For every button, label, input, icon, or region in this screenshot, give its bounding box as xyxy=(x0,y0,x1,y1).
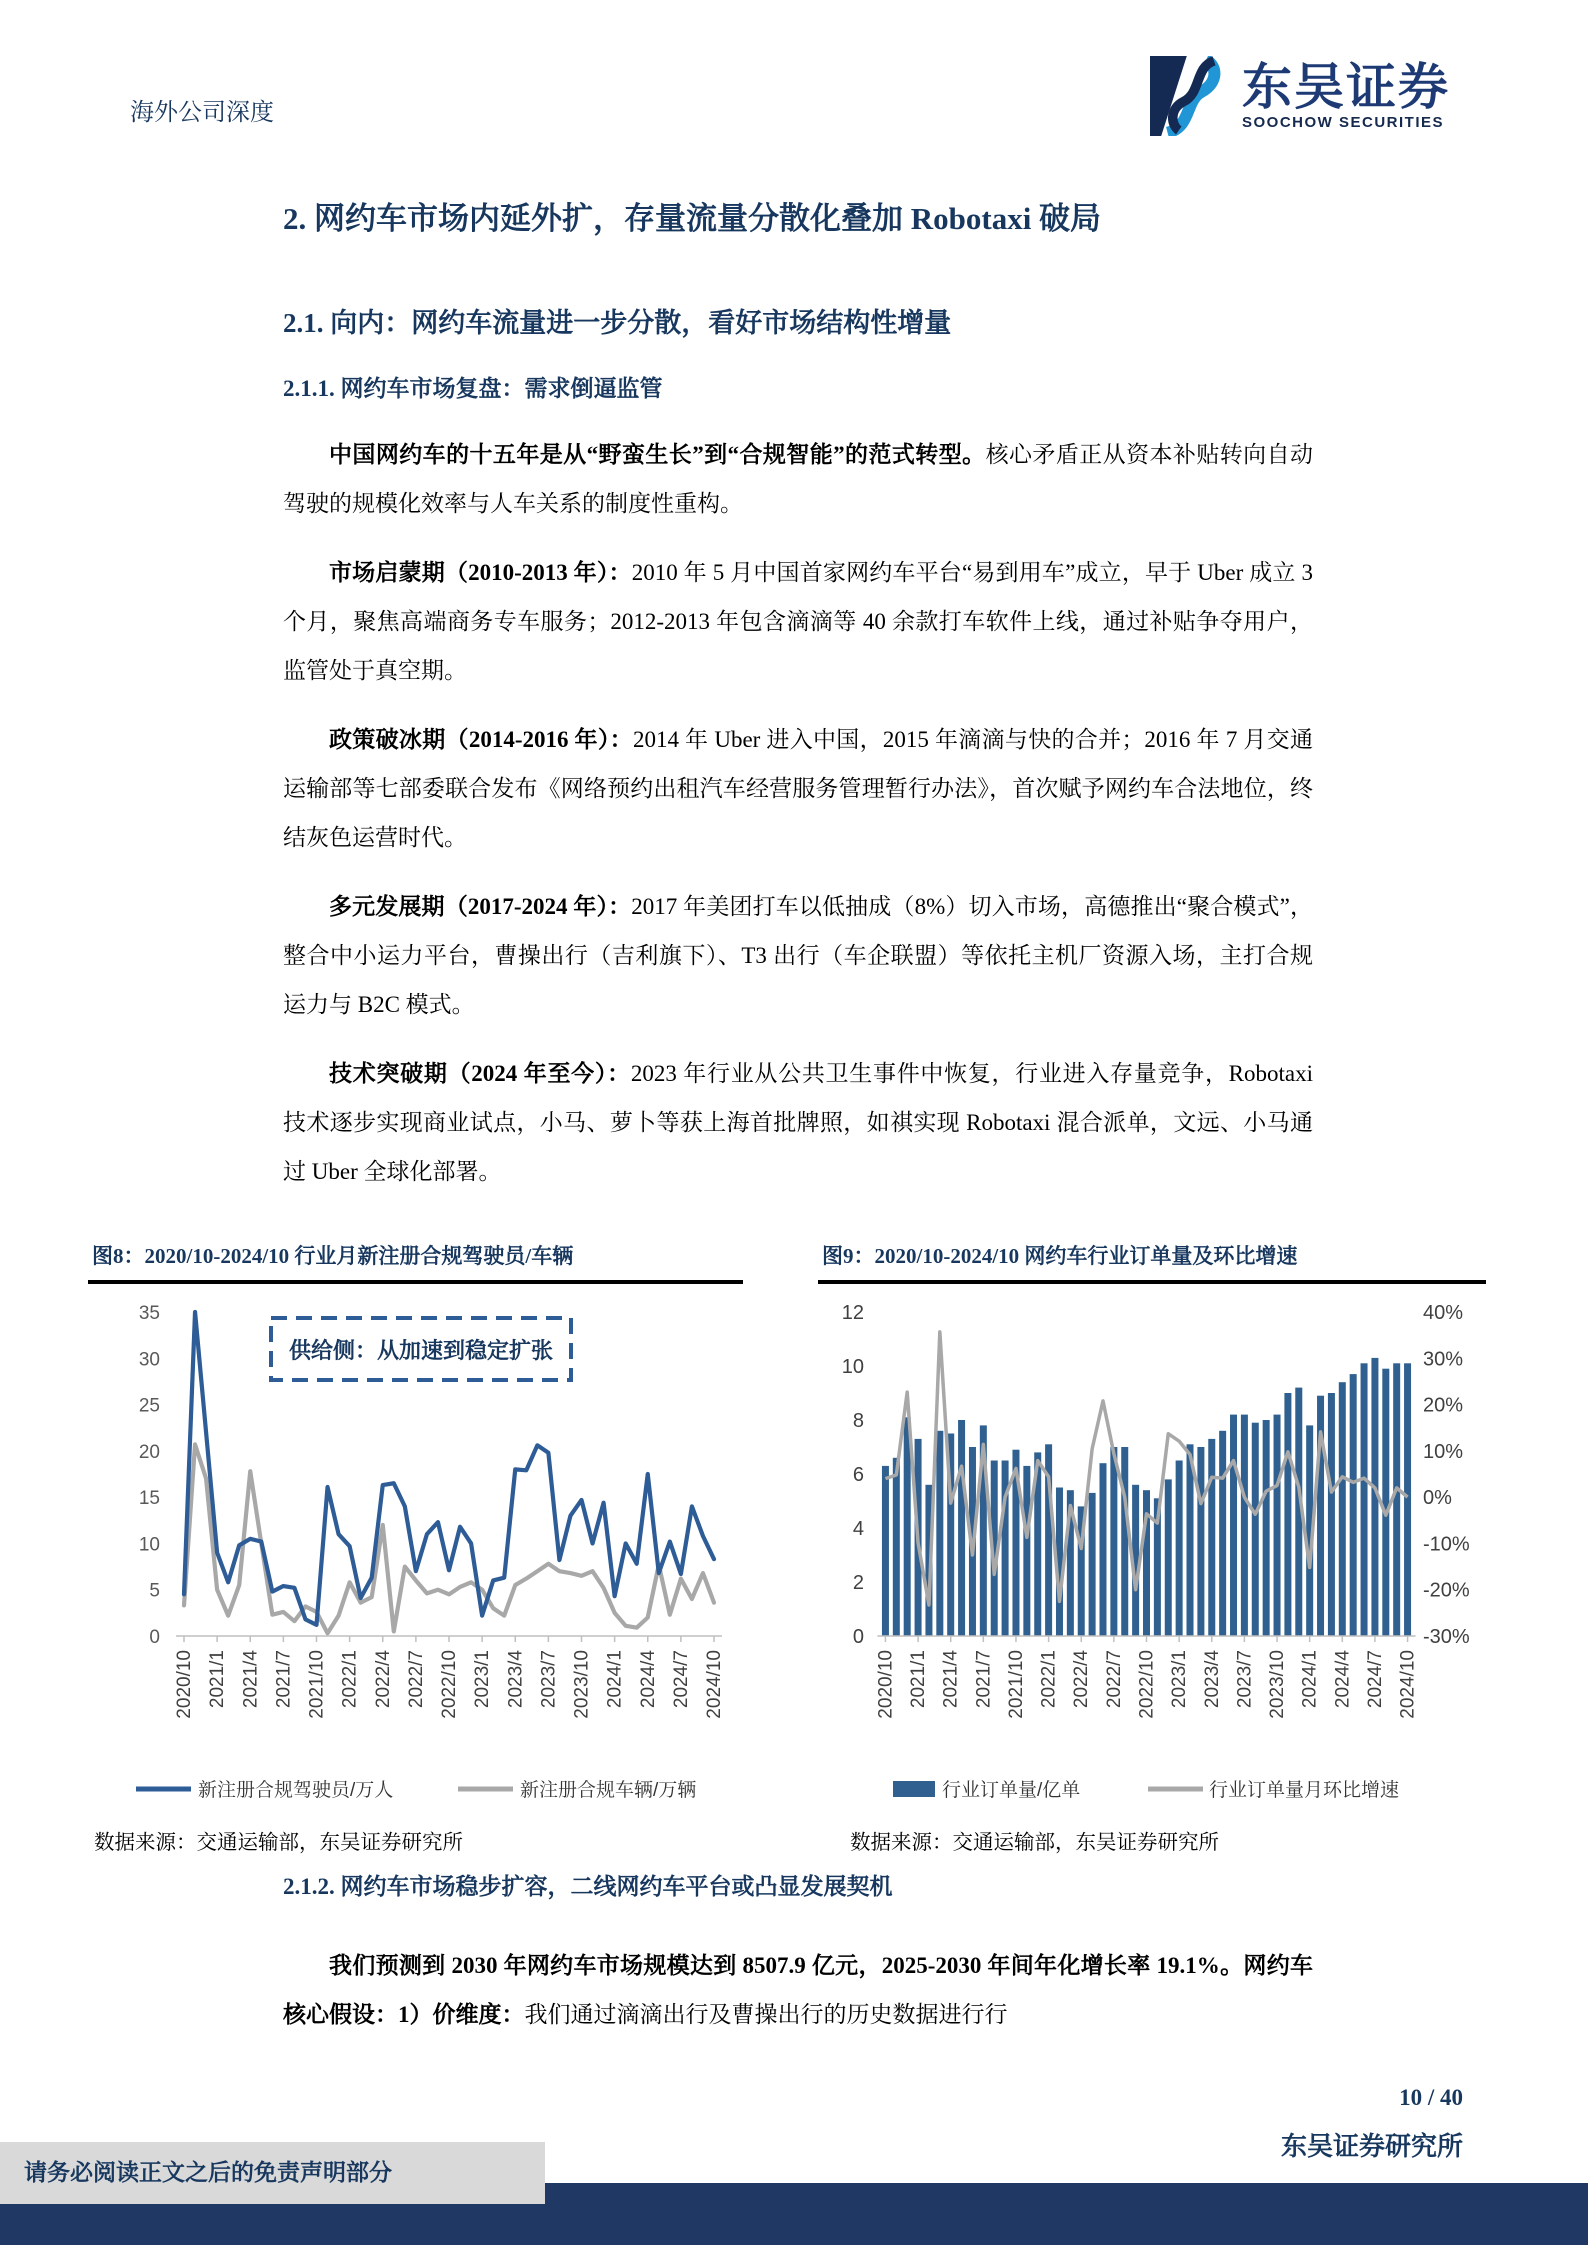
svg-text:2021/10: 2021/10 xyxy=(306,1650,328,1719)
svg-text:2022/1: 2022/1 xyxy=(1038,1650,1060,1709)
svg-text:2024/7: 2024/7 xyxy=(670,1650,692,1709)
paragraph-lead: 市场启蒙期（2010-2013 年）： xyxy=(329,560,632,585)
paragraph xyxy=(283,548,1313,695)
svg-text:行业订单量月环比增速: 行业订单量月环比增速 xyxy=(1209,1780,1400,1801)
svg-text:2021/10: 2021/10 xyxy=(1005,1650,1027,1719)
svg-text:2023/1: 2023/1 xyxy=(472,1650,494,1709)
subsubsection-title-2: 2.1.2. 网约车市场稳步扩容，二线网约车平台或凸显发展契机 xyxy=(283,1874,893,1899)
svg-text:12: 12 xyxy=(841,1302,864,1324)
svg-text:2022/1: 2022/1 xyxy=(339,1650,361,1709)
svg-text:2023/7: 2023/7 xyxy=(538,1650,560,1709)
svg-text:2022/7: 2022/7 xyxy=(405,1650,427,1709)
svg-text:新注册合规车辆/万辆: 新注册合规车辆/万辆 xyxy=(520,1780,697,1801)
subsection-title: 2.1. 向内：网约车流量进一步分散，看好市场结构性增量 xyxy=(283,308,952,338)
svg-text:10: 10 xyxy=(138,1534,160,1556)
brand-name-en: SOOCHOW SECURITIES xyxy=(1242,113,1445,131)
svg-text:2023/1: 2023/1 xyxy=(1169,1650,1191,1709)
svg-text:2023/10: 2023/10 xyxy=(571,1650,593,1719)
svg-text:-30%: -30% xyxy=(1423,1626,1470,1648)
svg-text:新注册合规驾驶员/万人: 新注册合规驾驶员/万人 xyxy=(198,1780,394,1801)
figure-9-source: 数据来源：交通运输部，东吴证券研究所 xyxy=(850,1832,1219,1854)
svg-text:-20%: -20% xyxy=(1423,1579,1470,1602)
svg-text:2024/4: 2024/4 xyxy=(1332,1650,1354,1709)
figure-8-source: 数据来源：交通运输部，东吴证券研究所 xyxy=(94,1832,463,1854)
figure-9-caption: 图9：2020/10-2024/10 网约车行业订单量及环比增速 xyxy=(822,1244,1298,1268)
paragraph xyxy=(283,715,1313,862)
report-category-label: 海外公司深度 xyxy=(130,100,274,126)
svg-text:2024/7: 2024/7 xyxy=(1364,1650,1386,1709)
svg-text:15: 15 xyxy=(138,1488,160,1510)
paragraph-rest: 2010 年 5 月中国首家网约车平台“易到用车”成立，早于 Uber 成立 3 个月，聚焦高端商务专车服务；2012-2013 年包含滴滴等 40 余款打车软件上线，通过补贴争夺用户，监管处于真空期。 xyxy=(283,560,1313,683)
svg-text:2022/7: 2022/7 xyxy=(1103,1650,1125,1709)
svg-text:2020/10: 2020/10 xyxy=(174,1650,195,1719)
svg-text:2022/10: 2022/10 xyxy=(439,1650,460,1719)
svg-text:2023/10: 2023/10 xyxy=(1267,1650,1289,1719)
svg-text:20: 20 xyxy=(138,1441,160,1463)
paragraph-lead: 技术突破期（2024 年至今）： xyxy=(329,1061,631,1086)
paragraph-lead: 我们预测到 2030 年网约车市场规模达到 8507.9 亿元，2025-2030 年间年化增长率 19.1%。网约车核心假设：1）价维度： xyxy=(283,1953,1313,2027)
svg-text:2024/10: 2024/10 xyxy=(1397,1650,1419,1719)
svg-text:2023/7: 2023/7 xyxy=(1234,1650,1256,1709)
institute-name: 东吴证券研究所 xyxy=(1280,2132,1463,2161)
svg-text:20%: 20% xyxy=(1423,1394,1464,1417)
svg-text:0%: 0% xyxy=(1423,1487,1452,1510)
figure-9-bar-chart xyxy=(818,1284,1486,1814)
paragraph-rest: 2017 年美团打车以低抽成（8%）切入市场，高德推出“聚合模式”，整合中小运力平台，曹操出行（吉利旗下）、T3 出行（车企联盟）等依托主机厂资源入场，主打合规运力与 B2C 模式。 xyxy=(283,894,1313,1017)
paragraph-rest: 我们通过滴滴出行及曹操出行的历史数据进行行 xyxy=(524,2002,1008,2027)
svg-text:30: 30 xyxy=(138,1349,160,1371)
svg-text:2022/4: 2022/4 xyxy=(372,1650,394,1709)
svg-text:行业订单量/亿单: 行业订单量/亿单 xyxy=(942,1780,1081,1801)
svg-text:-10%: -10% xyxy=(1423,1533,1470,1556)
paragraph-lead: 中国网约车的十五年是从“野蛮生长”到“合规智能”的范式转型。 xyxy=(329,442,986,467)
svg-text:供给侧：从加速到稳定扩张: 供给侧：从加速到稳定扩张 xyxy=(288,1338,554,1363)
svg-text:0: 0 xyxy=(852,1626,864,1648)
svg-text:4: 4 xyxy=(852,1518,864,1540)
paragraph-lead: 多元发展期（2017-2024 年）： xyxy=(329,894,632,919)
svg-text:2021/1: 2021/1 xyxy=(207,1650,229,1709)
paragraph-rest: 2014 年 Uber 进入中国，2015 年滴滴与快的合并；2016 年 7 月交通运输部等七部委联合发布《网络预约出租汽车经营服务管理暂行办法》，首次赋予网约车合法地位，终结灰色运营时代。 xyxy=(283,727,1313,850)
figure-9 xyxy=(818,1238,1486,1855)
svg-text:2024/1: 2024/1 xyxy=(604,1650,626,1709)
paragraph xyxy=(283,1941,1313,2039)
figure-8-caption: 图8：2020/10-2024/10 行业月新注册合规驾驶员/车辆 xyxy=(92,1244,574,1268)
svg-text:2: 2 xyxy=(852,1572,864,1594)
paragraph xyxy=(283,430,1313,528)
svg-text:40%: 40% xyxy=(1423,1302,1464,1324)
svg-text:2024/10: 2024/10 xyxy=(704,1650,725,1719)
svg-text:5: 5 xyxy=(149,1580,160,1602)
svg-text:10: 10 xyxy=(841,1356,864,1378)
brand-name-cn: 东吴证券 xyxy=(1242,59,1450,116)
svg-text:35: 35 xyxy=(138,1303,160,1324)
svg-text:2021/4: 2021/4 xyxy=(940,1650,962,1709)
paragraph-rest: 2023 年行业从公共卫生事件中恢复，行业进入存量竞争，Robotaxi 技术逐步实现商业试点，小马、萝卜等获上海首批牌照，如祺实现 Robotaxi 混合派单，文远、小马通过 Uber 全球化部署。 xyxy=(283,1061,1313,1184)
paragraph-rest: 核心矛盾正从资本补贴转向自动驾驶的规模化效率与人车关系的制度性重构。 xyxy=(283,442,1314,516)
svg-text:2023/4: 2023/4 xyxy=(505,1650,527,1709)
page-number: 10 / 40 xyxy=(1399,2085,1463,2110)
svg-text:2024/4: 2024/4 xyxy=(637,1650,659,1709)
svg-text:8: 8 xyxy=(852,1410,864,1432)
paragraph-lead: 政策破冰期（2014-2016 年）： xyxy=(329,727,633,752)
svg-text:10%: 10% xyxy=(1423,1440,1464,1463)
body-text xyxy=(283,430,1313,1216)
svg-text:0: 0 xyxy=(149,1627,160,1648)
svg-text:30%: 30% xyxy=(1423,1348,1464,1371)
figure-8-line-chart xyxy=(88,1284,743,1814)
soochow-logo-icon xyxy=(1150,56,1230,136)
svg-text:2021/4: 2021/4 xyxy=(240,1650,262,1709)
svg-text:2024/1: 2024/1 xyxy=(1299,1650,1321,1709)
svg-text:25: 25 xyxy=(138,1395,160,1417)
svg-text:6: 6 xyxy=(852,1464,864,1486)
section-title: 2. 网约车市场内延外扩，存量流量分散化叠加 Robotaxi 破局 xyxy=(283,201,1102,236)
brand-text xyxy=(1242,61,1450,131)
svg-text:2022/10: 2022/10 xyxy=(1136,1650,1158,1719)
svg-text:2023/4: 2023/4 xyxy=(1201,1650,1223,1709)
figure-8 xyxy=(88,1238,743,1855)
paragraph xyxy=(283,882,1313,1029)
svg-text:2021/7: 2021/7 xyxy=(273,1650,295,1709)
svg-text:2020/10: 2020/10 xyxy=(875,1650,897,1719)
subsubsection-title-1: 2.1.1. 网约车市场复盘：需求倒逼监管 xyxy=(283,376,663,401)
brand-block xyxy=(1150,56,1450,136)
paragraph xyxy=(283,1049,1313,1196)
svg-text:2021/1: 2021/1 xyxy=(908,1650,930,1709)
svg-text:2022/4: 2022/4 xyxy=(1071,1650,1093,1709)
disclaimer-note: 请务必阅读正文之后的免责声明部分 xyxy=(0,2142,545,2204)
svg-text:2021/7: 2021/7 xyxy=(973,1650,995,1709)
